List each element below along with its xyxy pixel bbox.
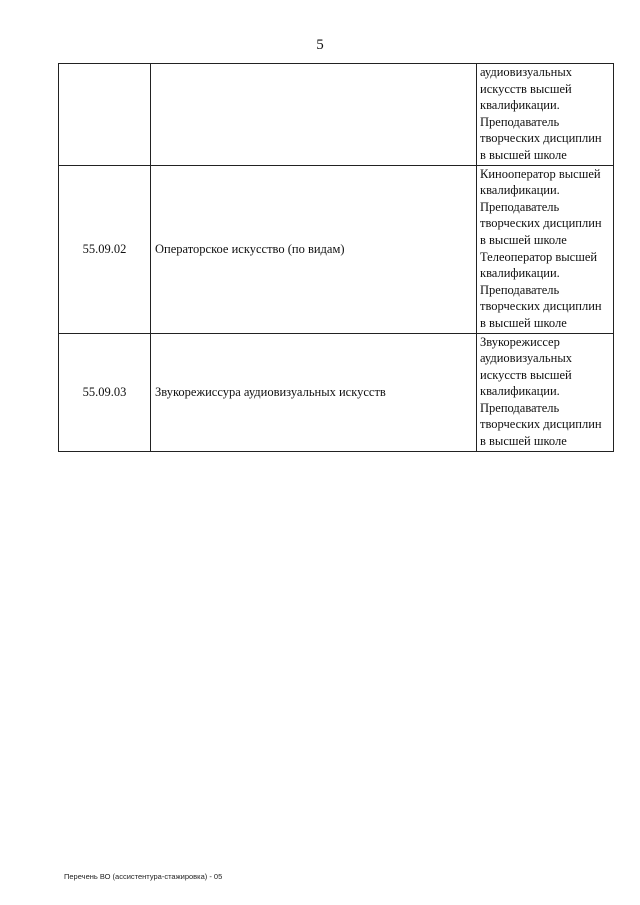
specialty-name-cell: Звукорежиссура аудиовизуальных искусств	[151, 333, 477, 451]
qualification-line: в высшей школе	[480, 315, 567, 330]
qualification-line: аудиовизуальных	[480, 65, 572, 79]
qualification-line: квалификации.	[480, 183, 560, 198]
specialty-code-cell	[59, 64, 151, 166]
table-row	[59, 64, 614, 166]
qualification-cell	[477, 64, 614, 166]
qualification-line: творческих дисциплин	[480, 216, 602, 231]
qualification-line: квалификации.	[480, 384, 560, 399]
qualification-line: Звукорежиссер	[480, 334, 560, 349]
qualification-line: Преподаватель	[480, 400, 560, 415]
qualification-cell	[477, 165, 614, 333]
specialty-name-cell: Операторское искусство (по видам)	[151, 165, 477, 333]
specialty-code-cell: 55.09.02	[59, 165, 151, 333]
qualification-line: квалификации.	[480, 98, 560, 113]
qualification-line: Преподаватель	[480, 199, 560, 214]
qualification-line: творческих дисциплин	[480, 299, 602, 314]
qualification-line: аудиовизуальных	[480, 351, 572, 366]
specialties-table	[58, 63, 614, 452]
qualification-line: творческих дисциплин	[480, 131, 602, 146]
qualification-line: искусств высшей	[480, 367, 572, 382]
qualification-line: Преподаватель	[480, 282, 560, 297]
qualification-line: искусств высшей	[480, 81, 572, 96]
table-body	[59, 64, 614, 452]
specialty-name-cell	[151, 64, 477, 166]
specialty-code-cell: 55.09.03	[59, 333, 151, 451]
table-row	[59, 165, 614, 333]
qualification-line: Кинооператор высшей	[480, 166, 601, 181]
qualification-line: Преподаватель	[480, 114, 560, 129]
qualification-line: в высшей школе	[480, 147, 567, 162]
qualification-line: творческих дисциплин	[480, 417, 602, 432]
qualification-line: Телеоператор высшей	[480, 249, 598, 264]
qualification-line: квалификации.	[480, 266, 560, 281]
qualification-cell	[477, 333, 614, 451]
table-row	[59, 333, 614, 451]
qualification-line: в высшей школе	[480, 434, 567, 449]
page-footer: Перечень ВО (ассистентура-стажировка) - 05	[64, 872, 223, 881]
page-number: 5	[316, 37, 324, 53]
qualification-line: в высшей школе	[480, 232, 567, 247]
